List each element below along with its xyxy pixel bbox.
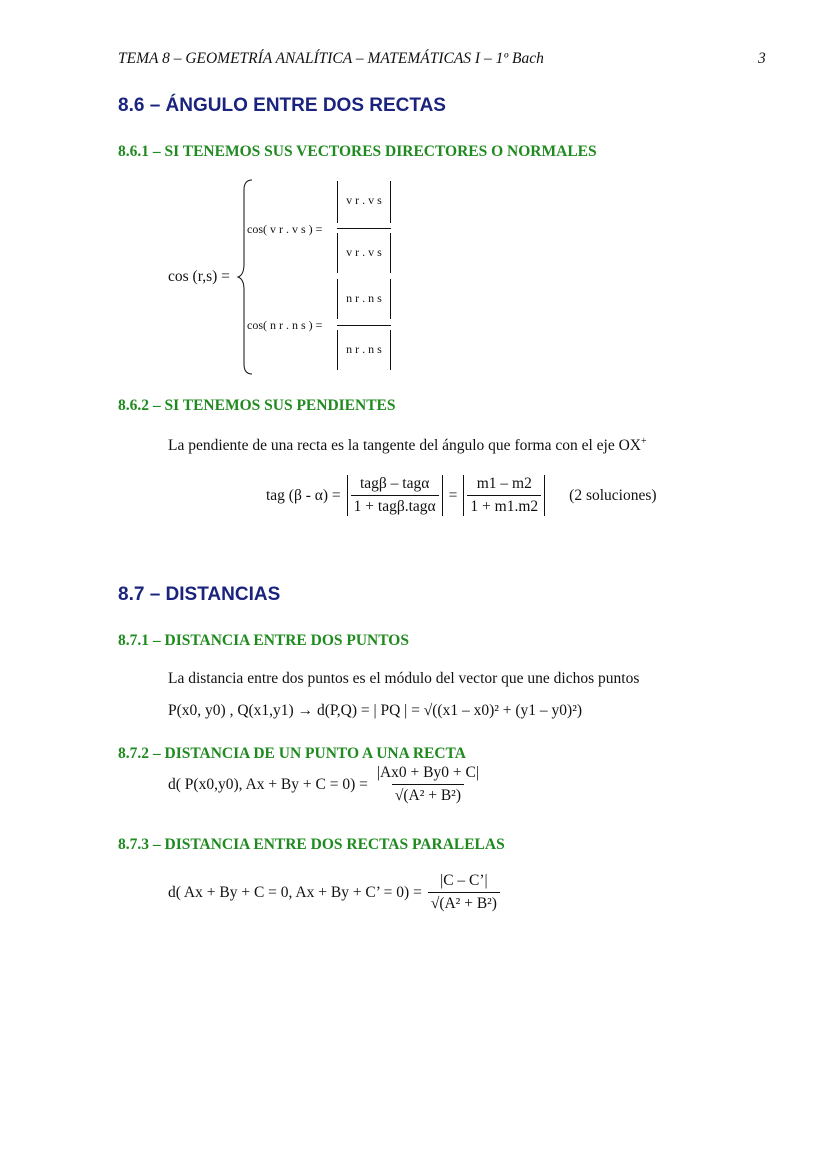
subsection-title-8-6-1: 8.6.1 – SI TENEMOS SUS VECTORES DIRECTORES O NORMALES	[118, 143, 597, 160]
parallel-lines-fraction: $\frac{|C - C’|}{\text{√(A² + B²)}}$	[428, 872, 500, 913]
tangent-lhs: tag (β - α) =	[266, 486, 341, 504]
case1-denominator: v r . v s	[337, 233, 391, 273]
distance-points-text: La distancia entre dos puntos es el módulo del vector que une dichos puntos	[168, 670, 640, 687]
point-line-lhs: d( P(x0,y0), Ax + By + C = 0) =	[168, 775, 368, 793]
parallel-lines-lhs: d( Ax + By + C = 0, Ax + By + C’ = 0) =	[168, 883, 422, 901]
left-brace	[236, 178, 256, 376]
tangent-fraction-2: $\frac{m1 - m2}{1 + m1.m2}$	[463, 475, 545, 516]
case2-lhs: cos( n r . n s ) =	[247, 318, 323, 332]
parallel-lines-distance-formula	[168, 872, 500, 913]
case1-numerator: v r . v s	[337, 181, 391, 223]
subsection-title-8-7-3: 8.7.3 – DISTANCIA ENTRE DOS RECTAS PARALELAS	[118, 836, 505, 853]
section-title-8-6: 8.6 – ÁNGULO ENTRE DOS RECTAS	[118, 95, 446, 116]
section-title-8-7: 8.7 – DISTANCIAS	[118, 584, 281, 605]
point-line-distance-formula	[168, 764, 482, 805]
cos-rs-lhs: cos (r,s) =	[168, 268, 230, 285]
page-number: 3	[758, 50, 766, 67]
point-line-fraction: $\frac{|Ax0 + By0 + C|}{\text{√(A² + B²)}}$	[376, 764, 479, 804]
case1-fraction-bar	[337, 228, 391, 229]
solutions-note: (2 soluciones)	[569, 486, 657, 504]
case2-denominator: n r . n s	[337, 330, 391, 370]
header-title: TEMA 8 – GEOMETRÍA ANALÍTICA – MATEMÁTICAS I – 1º Bach	[118, 50, 544, 67]
case1-lhs: cos( v r . v s ) =	[247, 222, 323, 236]
distance-points-formula: P(x0, y0) , Q(x1,y1) → d(P,Q) = | PQ | = √((x1 – x0)² + (y1 – y0)²)	[168, 702, 583, 719]
tangent-formula: tag (β - α) = $\frac{\text{tagβ – tagα}}{\text{1 + tagβ.tagα}}$ = $\frac{m1 - m2}{1 + m1.m2}$ (2 soluciones)	[266, 475, 657, 515]
case2-numerator: n r . n s	[337, 279, 391, 319]
case2-fraction-bar	[337, 325, 391, 326]
tangent-fraction-1: $\frac{\text{tagβ – tagα}}{\text{1 + tagβ.tagα}}$	[347, 475, 443, 516]
subsection-title-8-7-1: 8.7.1 – DISTANCIA ENTRE DOS PUNTOS	[118, 632, 409, 649]
slope-definition: La pendiente de una recta es la tangente del ángulo que forma con el eje OX+	[168, 436, 647, 455]
subsection-title-8-7-2: 8.7.2 – DISTANCIA DE UN PUNTO A UNA RECTA	[118, 745, 466, 762]
subsection-title-8-6-2: 8.6.2 – SI TENEMOS SUS PENDIENTES	[118, 397, 396, 414]
